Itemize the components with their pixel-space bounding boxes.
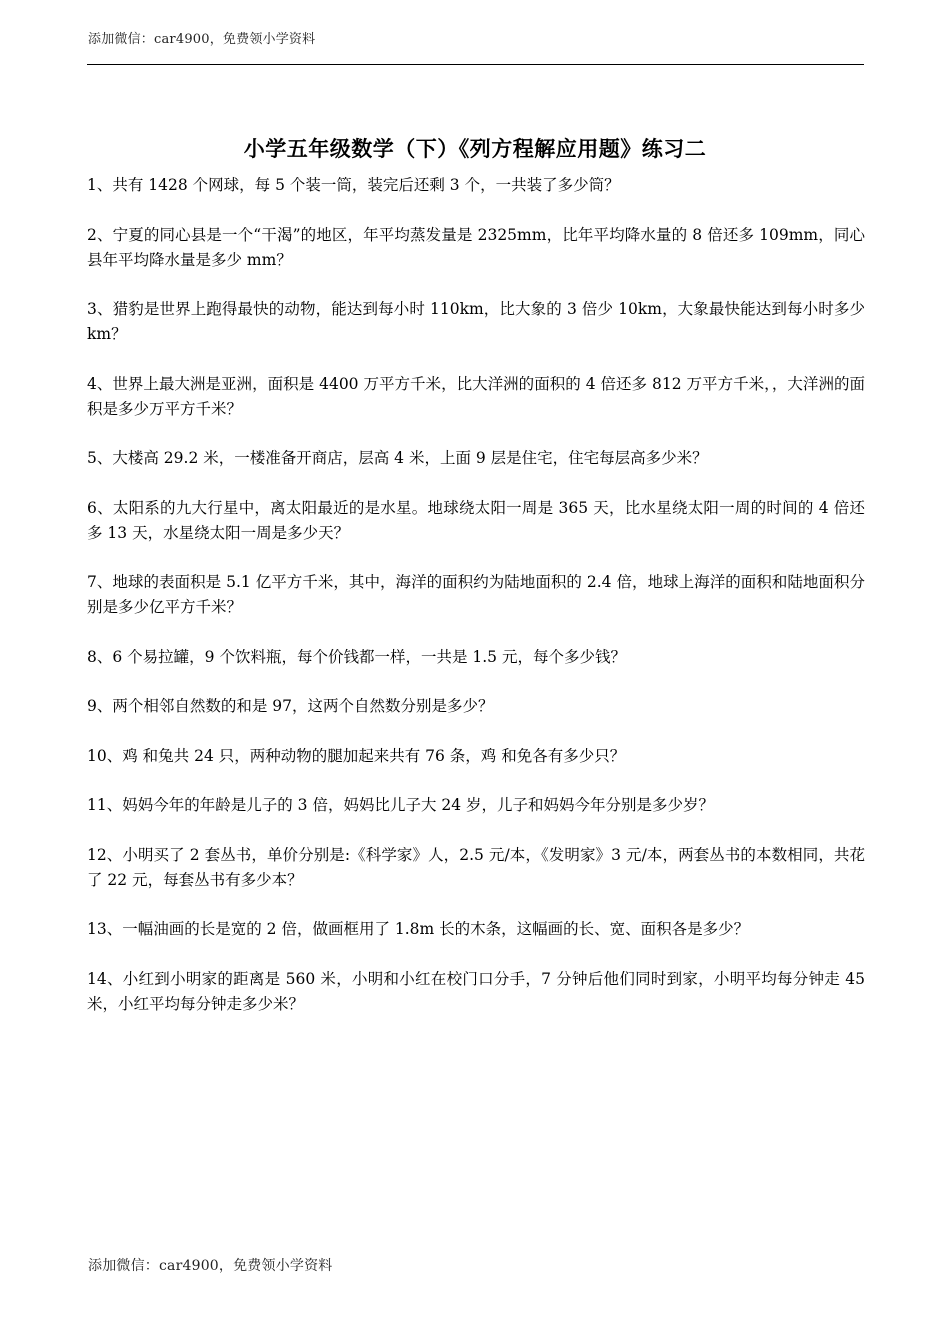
question-item: 5、大楼高 29.2 米，一楼准备开商店，层高 4 米，上面 9 层是住宅，住宅每层高多少米？ bbox=[87, 449, 708, 467]
question-item: 9、两个相邻自然数的和是 97，这两个自然数分别是多少？ bbox=[87, 697, 494, 715]
question-item: 12、小明买了 2 套丛书，单价分别是:《科学家》人，2.5 元/本，《发明家》3 元/本，两套丛书的本数相同，共花了 22 元，每套丛书有多少本？ bbox=[87, 845, 865, 889]
question-item: 3、猎豹是世界上跑得最快的动物，能达到每小时 110km，比大象的 3 倍少 10km，大象最快能达到每小时多少 km？ bbox=[87, 300, 865, 343]
question-item: 7、地球的表面积是 5.1 亿平方千米，其中，海洋的面积约为陆地面积的 2.4 倍，地球上海洋的面积和陆地面积分别是多少亿平方千米？ bbox=[87, 573, 865, 616]
question-item: 6、太阳系的九大行星中，离太阳最近的是水星。地球绕太阳一周是 365 天，比水星绕太阳一周的时间的 4 倍还多 13 天，水星绕太阳一周是多少天？ bbox=[87, 498, 865, 542]
document-title: 小学五年级数学（下）《列方程解应用题》练习二 bbox=[243, 136, 707, 161]
question-item: 2、宁夏的同心县是一个“干渴”的地区，年平均蒸发量是 2325mm，比年平均降水量的 8 倍还多 109mm，同心县年平均降水量是多少 mm？ bbox=[87, 225, 865, 269]
question-list bbox=[87, 173, 865, 1041]
footer-note: 添加微信：car4900，免费领小学资料 bbox=[88, 1258, 333, 1274]
question-item: 8、6 个易拉罐，9 个饮料瓶，每个价钱都一样，一共是 1.5 元，每个多少钱？ bbox=[87, 647, 626, 666]
question-item: 1、共有 1428 个网球，每 5 个装一筒，装完后还剩 3 个，一共装了多少筒？ bbox=[87, 176, 620, 194]
question-item: 13、一幅油画的长是宽的 2 倍，做画框用了 1.8m 长的木条，这幅画的长、宽、面积各是多少？ bbox=[87, 920, 750, 938]
question-item: 11、妈妈今年的年龄是儿子的 3 倍，妈妈比儿子大 24 岁，儿子和妈妈今年分别是多少岁？ bbox=[87, 796, 715, 814]
question-item: 10、鸡 和兔共 24 只，两种动物的腿加起来共有 76 条，鸡 和免各有多少只？ bbox=[87, 746, 626, 765]
header-note: 添加微信：car4900，免费领小学资料 bbox=[88, 32, 316, 47]
question-item: 4、世界上最大洲是亚洲，面积是 4400 万平方千米，比大洋洲的面积的 4 倍还多 812 万平方千米，，大洋洲的面积是多少万平方千米？ bbox=[87, 374, 865, 418]
header-divider bbox=[87, 64, 864, 65]
question-item: 14、小红到小明家的距离是 560 米，小明和小红在校门口分手，7 分钟后他们同时到家，小明平均每分钟走 45 米，小红平均每分钟走多少米？ bbox=[87, 969, 865, 1013]
